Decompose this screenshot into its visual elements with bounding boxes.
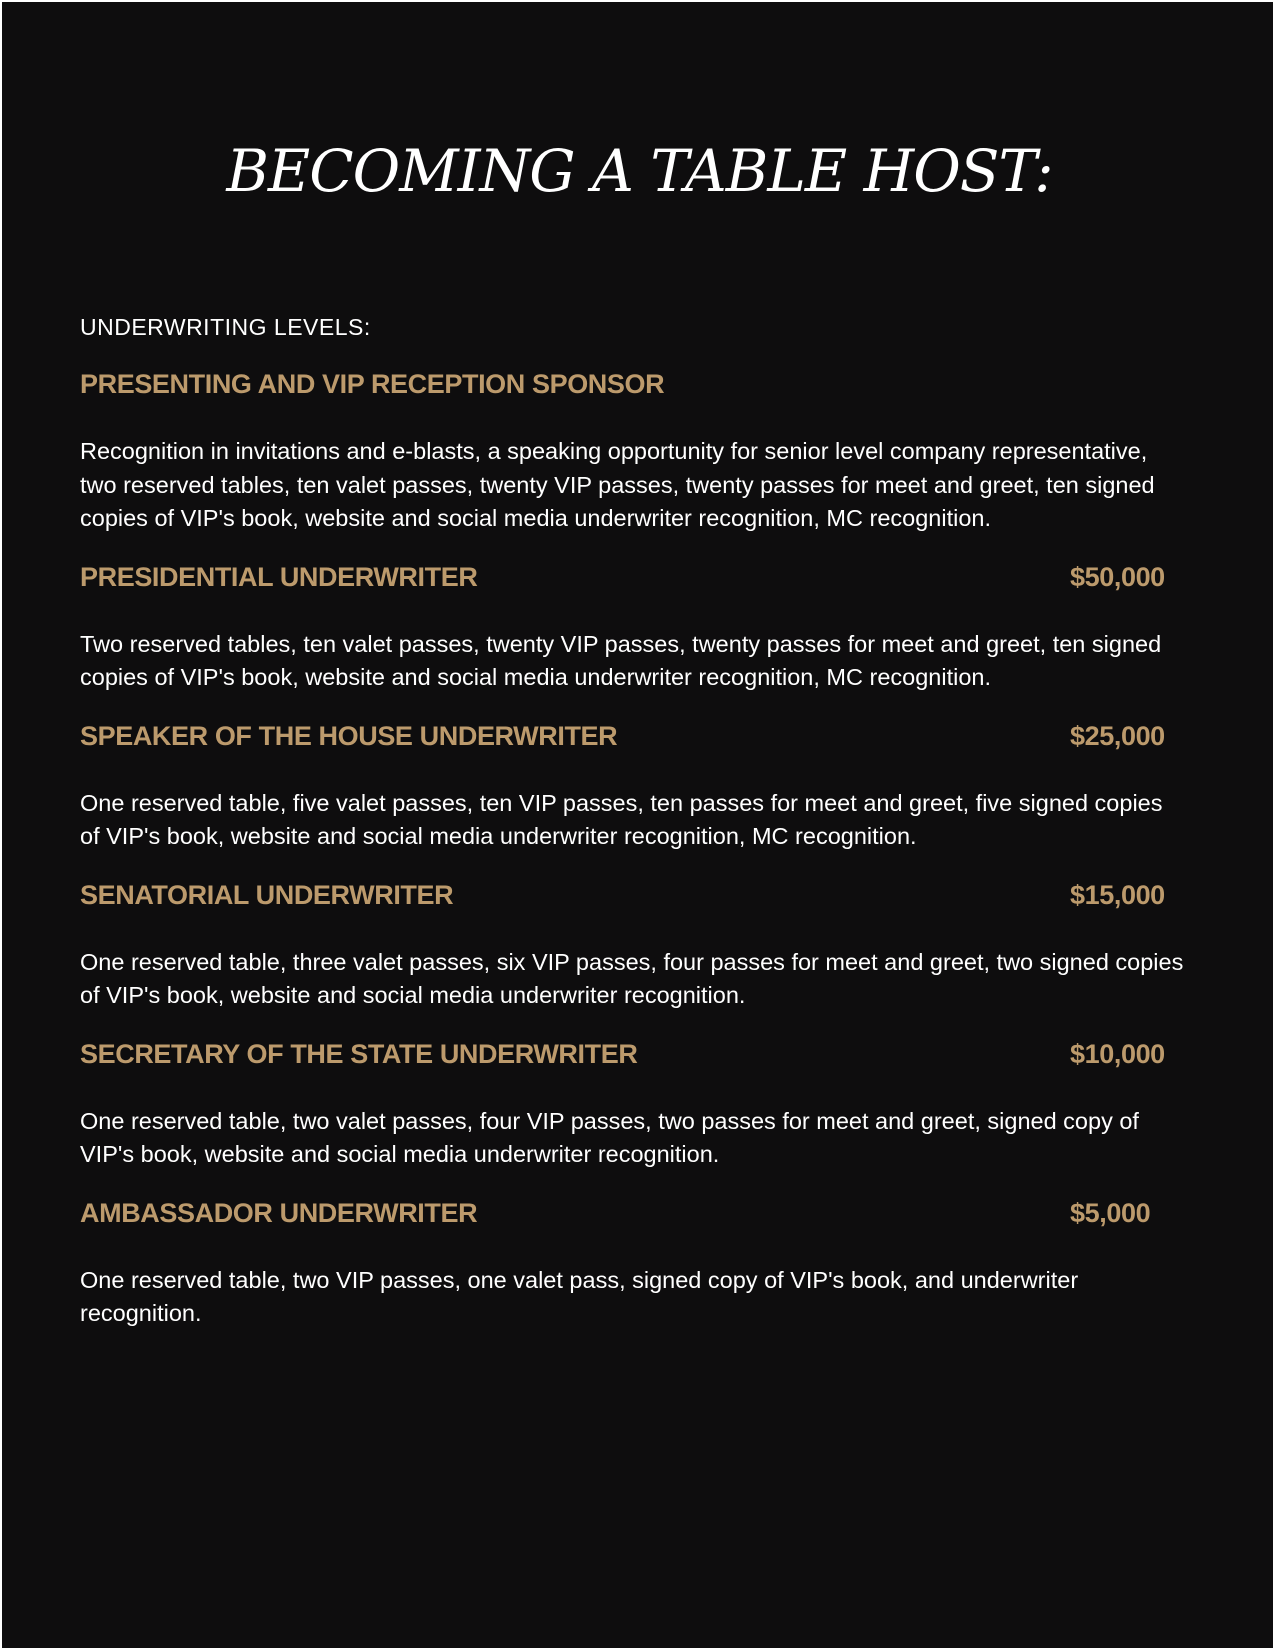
level-name: AMBASSADOR UNDERWRITER — [80, 1197, 478, 1228]
level-name: PRESIDENTIAL UNDERWRITER — [80, 561, 478, 592]
level-name: SECRETARY OF THE STATE UNDERWRITER — [80, 1038, 638, 1069]
level-description: One reserved table, three valet passes, six VIP passes, four passes for meet and greet, two signed copies of VIP's book, website and social media underwriter recognition. — [80, 948, 1184, 1008]
level-price: $15,000 — [1070, 879, 1165, 910]
level-secretary — [80, 1037, 1184, 1172]
level-description: One reserved table, two VIP passes, one valet pass, signed copy of VIP's book, and underwriter recognition. — [80, 1266, 1079, 1326]
level-price: $25,000 — [1070, 720, 1165, 751]
level-name: PRESENTING AND VIP RECEPTION SPONSOR — [80, 369, 665, 399]
level-name: SENATORIAL UNDERWRITER — [80, 879, 454, 910]
page-title: BECOMING A TABLE HOST: — [226, 137, 1053, 205]
level-senatorial — [80, 878, 1184, 1013]
level-description: Recognition in invitations and e-blasts, a speaking opportunity for senior level company representative, two reserved tables, ten valet passes, twenty VIP passes, twenty passes for meet and greet, ten signed copies of VIP's book, website and social media underwriter recognition, MC recognition. — [80, 438, 1155, 531]
level-ambassador — [80, 1196, 1184, 1331]
level-presidential — [80, 560, 1184, 695]
level-description: One reserved table, two valet passes, four VIP passes, two passes for meet and greet, signed copy of VIP's book, website and social media underwriter recognition. — [80, 1107, 1139, 1167]
level-price: $5,000 — [1070, 1197, 1151, 1228]
level-description: One reserved table, five valet passes, ten VIP passes, ten passes for meet and greet, five signed copies of VIP's book, website and social media underwriter recognition, MC recognition. — [80, 789, 1163, 849]
level-header — [80, 367, 1184, 401]
level-header — [80, 1037, 1184, 1071]
level-header — [80, 878, 1184, 912]
section-label: UNDERWRITING LEVELS: — [80, 314, 371, 340]
level-header — [80, 560, 1184, 594]
level-speaker — [80, 719, 1184, 854]
level-presenting — [80, 367, 1184, 536]
content — [80, 313, 1184, 1331]
level-price: $10,000 — [1070, 1038, 1165, 1069]
level-header — [80, 719, 1184, 753]
level-name: SPEAKER OF THE HOUSE UNDERWRITER — [80, 720, 618, 751]
level-price: $50,000 — [1070, 561, 1165, 592]
level-header — [80, 1196, 1184, 1230]
level-description: Two reserved tables, ten valet passes, twenty VIP passes, twenty passes for meet and greet, ten signed copies of VIP's book, website and social media underwriter recognition, MC recognition. — [80, 630, 1162, 690]
